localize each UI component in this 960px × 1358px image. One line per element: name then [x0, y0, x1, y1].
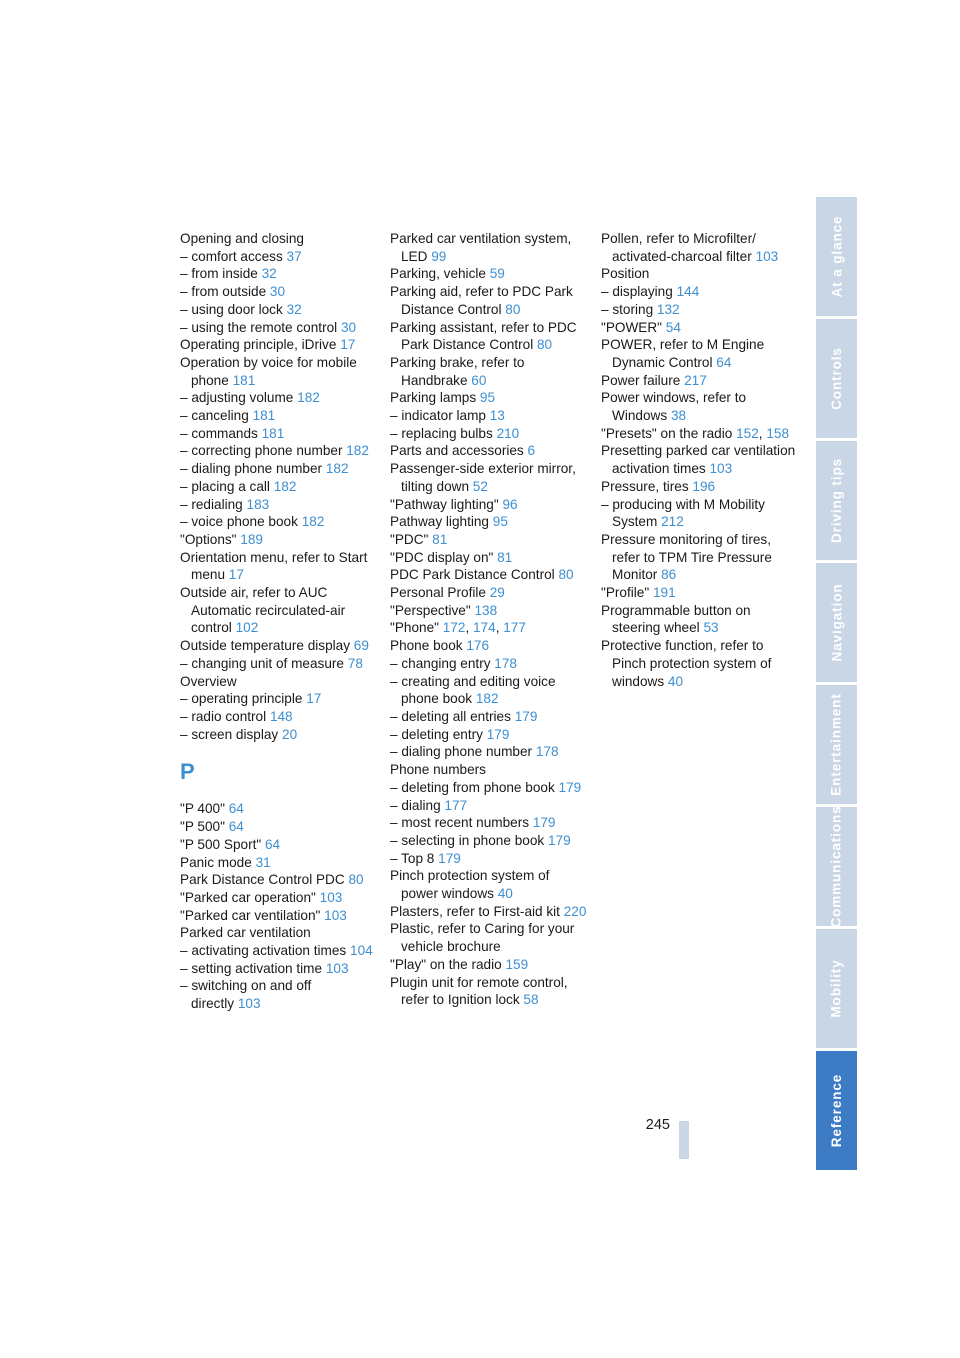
section-tab-communications[interactable]: [816, 807, 857, 926]
page-link[interactable]: 174: [473, 620, 496, 636]
section-tab-controls[interactable]: [816, 319, 857, 438]
index-entry: [390, 920, 590, 955]
index-entry: [180, 230, 380, 248]
index-entry: "Phone" 172, 174, 177: [390, 620, 526, 636]
page-link[interactable]: 103: [324, 907, 347, 923]
page-link[interactable]: 179: [558, 779, 582, 795]
index-entry: [390, 637, 590, 655]
index-entry-text: – redialing: [180, 496, 243, 512]
page-link[interactable]: 60: [471, 372, 487, 388]
page-link[interactable]: 6: [527, 443, 536, 459]
index-entry: [180, 818, 380, 836]
index-entry: [601, 442, 801, 477]
index-entry-text: – selecting in phone book: [390, 832, 545, 848]
index-entry-text: Position: [601, 266, 650, 282]
index-entry-text: Outside air, refer to AUC Automatic recirculated-air control: [180, 585, 346, 636]
page-link[interactable]: 178: [535, 744, 559, 760]
index-entry-text: – replacing bulbs: [390, 425, 493, 441]
index-entry: [390, 407, 590, 425]
index-entry-text: "Profile": [601, 585, 650, 601]
page-link[interactable]: 17: [340, 337, 356, 353]
index-entry: [180, 673, 380, 691]
page-link[interactable]: 32: [261, 266, 277, 282]
index-entry-text: – most recent numbers: [390, 815, 530, 831]
index-entry: [601, 336, 801, 371]
index-entry: [390, 708, 590, 726]
index-entry-text: Plasters, refer to First-aid kit: [390, 903, 560, 919]
index-entry-text: "Pathway lighting": [390, 496, 499, 512]
page-link[interactable]: 103: [709, 461, 733, 477]
index-entry: [180, 425, 380, 443]
page-number-bar: [679, 1121, 689, 1159]
index-entry-text: "Play" on the radio: [390, 956, 502, 972]
page-link[interactable]: 182: [273, 478, 297, 494]
page-link[interactable]: 181: [232, 372, 256, 388]
index-entry-text: "P 400": [180, 801, 225, 817]
index-entry-text: – switching on and off directly: [180, 978, 312, 1012]
index-entry: [390, 513, 590, 531]
index-entry-text: "POWER": [601, 319, 663, 335]
index-entry-text: Pressure, tires: [601, 478, 689, 494]
index-entry-text: "Phone": [390, 620, 439, 636]
index-entry: [390, 814, 590, 832]
index-entry: [601, 496, 801, 531]
page-link[interactable]: 37: [286, 248, 302, 264]
index-entry-text: Park Distance Control PDC: [180, 872, 345, 888]
index-entry: [601, 372, 801, 390]
index-entry: [180, 690, 380, 708]
index-entry-text: Power windows, refer to Windows: [601, 390, 747, 424]
index-entry-text: – dialing phone number: [180, 461, 323, 477]
index-entry-text: – voice phone book: [180, 514, 298, 530]
page-link[interactable]: 179: [514, 708, 538, 724]
index-entry-text: Parked car ventilation: [180, 925, 311, 941]
page-link[interactable]: 80: [348, 872, 364, 888]
page-link[interactable]: 53: [703, 620, 719, 636]
index-entry-text: – displaying: [601, 284, 673, 300]
page-link[interactable]: 132: [656, 301, 680, 317]
page-link[interactable]: 182: [346, 443, 369, 459]
index-entry-text: – radio control: [180, 708, 267, 724]
index-entry-text: – indicator lamp: [390, 408, 486, 424]
index-entry-text: – deleting entry: [390, 726, 483, 742]
index-entry: [390, 566, 590, 584]
index-entry: [390, 743, 590, 761]
index-entry-text: "Options": [180, 531, 237, 547]
index-entry: [180, 854, 380, 872]
index-entry: [390, 425, 590, 443]
index-entry: [390, 903, 590, 921]
page-link[interactable]: 64: [264, 836, 281, 852]
page-number: 245: [645, 1117, 670, 1133]
index-entry-text: Parking aid, refer to PDC Park Distance Control: [390, 284, 573, 317]
index-entry-text: – commands: [180, 425, 258, 441]
section-tab-label: At a glance: [829, 215, 844, 298]
index-entry: [180, 513, 380, 531]
index-entry: [390, 354, 590, 389]
index-entry-text: – setting activation time: [180, 960, 323, 976]
section-tab-label: Driving tips: [829, 457, 844, 544]
index-entry: [390, 584, 590, 602]
section-tab-driving-tips[interactable]: [816, 441, 857, 560]
index-entry: [390, 389, 590, 407]
page-link[interactable]: 178: [494, 655, 517, 671]
index-entry: [390, 779, 590, 797]
index-entry: [390, 832, 590, 850]
page-link[interactable]: 95: [492, 514, 508, 530]
index-entry-text: – deleting from phone book: [390, 779, 555, 795]
index-letter-heading: P: [180, 759, 195, 785]
index-entry-text: – deleting all entries: [390, 708, 511, 724]
index-entry-text: Plugin unit for remote control, refer to Ignition lock: [390, 974, 568, 1008]
index-entry: [601, 319, 801, 337]
index-entry-text: Pinch protection system of power windows: [390, 868, 550, 902]
index-entry-text: Orientation menu, refer to Start menu: [180, 549, 368, 583]
index-entry-text: Pollen, refer to Microfilter/ activated-charcoal filter: [601, 231, 756, 264]
page-link[interactable]: 182: [301, 514, 325, 530]
page-link[interactable]: 172: [442, 620, 466, 636]
index-entry: [180, 960, 380, 978]
page-link[interactable]: 144: [676, 284, 700, 300]
section-tab-label: Reference: [829, 1073, 845, 1148]
index-entry-text: – creating and editing voice phone book: [390, 673, 556, 707]
section-tab-mobility[interactable]: [816, 929, 857, 1048]
page-link[interactable]: 103: [319, 889, 343, 905]
index-entry-text: – using door lock: [180, 301, 283, 317]
index-entry-text: – changing entry: [390, 655, 491, 671]
page-link[interactable]: 59: [489, 266, 505, 282]
index-entry-text: "PDC display on": [390, 549, 494, 565]
index-entry-text: "Parked car ventilation": [180, 907, 321, 923]
section-tab-label: Entertainment: [829, 693, 844, 796]
index-entry: [390, 283, 590, 318]
index-entry: [180, 460, 380, 478]
page-link[interactable]: 99: [431, 248, 447, 264]
index-entry-text: – placing a call: [180, 478, 270, 494]
index-entry-text: Pathway lighting: [390, 514, 489, 530]
index-entry-text: Operating principle, iDrive: [180, 337, 337, 353]
index-entry-text: Plastic, refer to Caring for your vehicle brochure: [390, 921, 575, 955]
index-entry-text: Parking assistant, refer to PDC Park Distance Control: [390, 319, 577, 353]
index-entry: [601, 389, 801, 424]
page-link[interactable]: 179: [532, 815, 556, 831]
index-entry-text: Opening and closing: [180, 231, 304, 246]
index-entry: [390, 265, 590, 283]
page-link[interactable]: 64: [228, 819, 244, 835]
page-link[interactable]: 30: [269, 284, 286, 300]
index-entry: [180, 871, 380, 889]
page-link[interactable]: 179: [486, 726, 510, 742]
index-entry: [390, 867, 590, 902]
index-entry: [390, 602, 590, 620]
index-entry-text: "P 500": [180, 819, 225, 835]
index-entry: [601, 283, 801, 301]
index-entry: [390, 319, 590, 354]
index-entry-text: Protective function, refer to Pinch protection system of windows: [601, 638, 772, 689]
page-link[interactable]: 177: [503, 620, 526, 636]
page-link[interactable]: 17: [228, 567, 244, 583]
index-entry: [390, 460, 590, 495]
index-entry-text: Presetting parked car ventilation activation times: [601, 443, 796, 477]
section-tab-at-a-glance[interactable]: [816, 197, 857, 316]
index-entry-text: – screen display: [180, 726, 279, 742]
index-entry-text: – storing: [601, 301, 654, 317]
page-link[interactable]: 103: [237, 996, 261, 1012]
index-entry: [180, 265, 380, 283]
index-entry: [180, 478, 380, 496]
index-entry: [601, 602, 801, 637]
page-link[interactable]: 80: [537, 337, 553, 353]
index-entry-text: – using the remote control: [180, 319, 338, 335]
index-entry-text: POWER, refer to M Engine Dynamic Control: [601, 337, 765, 370]
index-column-3: [601, 230, 801, 690]
index-entry: [180, 442, 380, 460]
index-entry: [180, 549, 380, 584]
index-entry-text: – changing unit of measure: [180, 655, 344, 671]
index-entry: [180, 319, 380, 337]
page-link[interactable]: 148: [269, 708, 293, 724]
index-entry: [180, 389, 380, 407]
index-entry: [390, 531, 590, 549]
index-entry: [180, 924, 380, 942]
section-tab-reference[interactable]: [816, 1051, 857, 1170]
index-entry-text: "Perspective": [390, 602, 471, 618]
section-tab-navigation[interactable]: [816, 563, 857, 682]
index-entry: [390, 549, 590, 567]
index-entry-text: Parking brake, refer to Handbrake: [390, 354, 525, 388]
index-entry: [180, 942, 380, 960]
index-entry: [390, 726, 590, 744]
index-entry: [390, 496, 590, 514]
page-link[interactable]: 152: [736, 425, 759, 441]
index-entry-text: Personal Profile: [390, 585, 486, 601]
page-link[interactable]: 103: [325, 960, 349, 976]
index-entry: [601, 637, 801, 690]
page-link[interactable]: 64: [228, 801, 244, 817]
index-entry-text: Operation by voice for mobile phone: [180, 354, 357, 388]
index-entry: [390, 230, 590, 265]
index-entry-text: – correcting phone number: [180, 443, 343, 459]
page-link[interactable]: 179: [547, 832, 571, 848]
index-entry-text: Programmable button on steering wheel: [601, 602, 751, 636]
page-link[interactable]: 182: [475, 691, 499, 707]
page-link[interactable]: 217: [684, 372, 707, 388]
page-link[interactable]: 196: [692, 478, 716, 494]
page-link[interactable]: 31: [255, 854, 271, 870]
index-entry-text: Parking, vehicle: [390, 266, 486, 282]
page-link[interactable]: 182: [297, 390, 320, 406]
page-link[interactable]: 177: [444, 797, 468, 813]
page-link[interactable]: 13: [489, 408, 505, 424]
index-entry: [180, 336, 380, 354]
index-entry-text: Outside temperature display: [180, 638, 351, 654]
index-entry-text: Passenger-side exterior mirror, tilting down: [390, 461, 576, 494]
page-link[interactable]: 78: [347, 655, 363, 671]
index-entry: [390, 442, 590, 460]
index-entry-text: – from outside: [180, 284, 267, 300]
index-entry: [180, 800, 380, 818]
page-link[interactable]: 179: [438, 850, 461, 866]
index-entry: [180, 977, 380, 1012]
index-column-2: [390, 230, 590, 1009]
index-entry-text: PDC Park Distance Control: [390, 567, 555, 583]
section-tab-entertainment[interactable]: [816, 685, 857, 804]
index-entry-text: Parked car ventilation system, LED: [390, 231, 572, 264]
index-entry-text: "Presets" on the radio: [601, 425, 733, 441]
page-link[interactable]: 30: [340, 319, 357, 335]
index-entry-text: – from inside: [180, 266, 258, 282]
page-link[interactable]: 38: [670, 408, 687, 424]
index-entry: [601, 230, 801, 265]
index-entry: [180, 637, 380, 655]
index-entry: [601, 478, 801, 496]
page-link[interactable]: 102: [235, 620, 259, 636]
page-link[interactable]: 183: [246, 496, 270, 512]
index-entry-text: – canceling: [180, 408, 249, 424]
index-entry: [180, 584, 380, 637]
index-entry: [180, 708, 380, 726]
index-column-1: [180, 230, 380, 1013]
index-entry-text: Overview: [180, 673, 237, 689]
index-entry: [180, 407, 380, 425]
index-entry-text: Power failure: [601, 372, 681, 388]
index-entry: [390, 761, 590, 779]
index-entry: [390, 974, 590, 1009]
index-entry-text: "P 500 Sport": [180, 836, 262, 852]
index-entry: [601, 584, 801, 602]
page-link[interactable]: 181: [252, 408, 276, 424]
index-entry-text: Panic mode: [180, 854, 252, 870]
page-link[interactable]: 176: [466, 638, 490, 654]
page-link[interactable]: 220: [563, 903, 587, 919]
index-entry: [601, 301, 801, 319]
index-entry: [180, 531, 380, 549]
index-entry-text: – dialing: [390, 797, 441, 813]
page-link[interactable]: 95: [479, 390, 496, 406]
index-entry-text: Parts and accessories: [390, 443, 524, 459]
index-entry-text: Pressure monitoring of tires, refer to TPM Tire Pressure Monitor: [601, 531, 772, 583]
page-link[interactable]: 189: [240, 531, 263, 547]
index-entry-text: Parking lamps: [390, 390, 477, 406]
page-link[interactable]: 158: [766, 425, 790, 441]
page-link[interactable]: 20: [282, 726, 298, 742]
page-link[interactable]: 32: [286, 301, 302, 317]
page-link[interactable]: 80: [505, 301, 521, 317]
page-link[interactable]: 138: [474, 602, 498, 618]
index-entry: [180, 283, 380, 301]
section-tab-label: Mobility: [829, 959, 845, 1018]
index-entry: [180, 496, 380, 514]
index-entry-text: – activating activation times: [180, 943, 347, 959]
index-entry: [601, 265, 801, 283]
page-link[interactable]: 80: [558, 567, 574, 583]
index-entry-text: – Top 8: [390, 850, 435, 866]
page-link[interactable]: 181: [261, 425, 285, 441]
page-link[interactable]: 191: [652, 585, 676, 601]
index-entry-text: – producing with M Mobility System: [601, 496, 765, 530]
page-link[interactable]: 81: [432, 531, 448, 547]
index-entry: [180, 889, 380, 907]
page-link[interactable]: 64: [716, 354, 732, 370]
index-entry: [601, 531, 801, 584]
index-entry: [390, 655, 590, 673]
section-tab-label: Navigation: [829, 583, 845, 662]
index-entry: [390, 673, 590, 708]
index-entry-text: Phone numbers: [390, 762, 486, 778]
index-entry: [180, 726, 380, 744]
page-link[interactable]: 52: [472, 478, 488, 494]
index-entry-text: "PDC": [390, 531, 429, 547]
index-entry: [180, 248, 380, 266]
index-entry: [180, 354, 380, 389]
page-link[interactable]: 17: [306, 691, 322, 707]
page-link[interactable]: 81: [497, 549, 513, 565]
section-tab-label: Controls: [829, 347, 845, 410]
page-link[interactable]: 212: [661, 514, 684, 530]
index-entry: [390, 797, 590, 815]
index-entry-text: – comfort access: [180, 248, 283, 264]
page-link[interactable]: 96: [502, 496, 518, 512]
page-link[interactable]: 58: [523, 992, 539, 1008]
page-link[interactable]: 54: [665, 319, 681, 335]
page-link[interactable]: 210: [496, 425, 520, 441]
index-entry-text: – dialing phone number: [390, 744, 533, 760]
page-link[interactable]: 69: [353, 638, 369, 654]
page-link[interactable]: 86: [661, 567, 677, 583]
index-entry: [180, 836, 380, 854]
index-entry: [390, 956, 590, 974]
index-entry: [180, 301, 380, 319]
index-entry-text: Phone book: [390, 638, 463, 654]
page-link[interactable]: 103: [755, 248, 779, 264]
page-link[interactable]: 40: [497, 886, 513, 902]
page-link[interactable]: 182: [325, 461, 349, 477]
index-entry-text: – operating principle: [180, 691, 303, 707]
index-entry: [390, 850, 590, 868]
index-entry-text: "Parked car operation": [180, 889, 316, 905]
index-entry: [180, 907, 380, 925]
section-tab-label: Communications: [829, 805, 844, 928]
page-link[interactable]: 40: [667, 673, 684, 689]
index-entry: "Presets" on the radio 152, 158: [601, 425, 790, 441]
index-entry: [180, 655, 380, 673]
index-entry-text: – adjusting volume: [180, 390, 294, 406]
page-link[interactable]: 159: [505, 956, 529, 972]
page-link[interactable]: 104: [350, 943, 373, 959]
page-link[interactable]: 29: [489, 585, 505, 601]
